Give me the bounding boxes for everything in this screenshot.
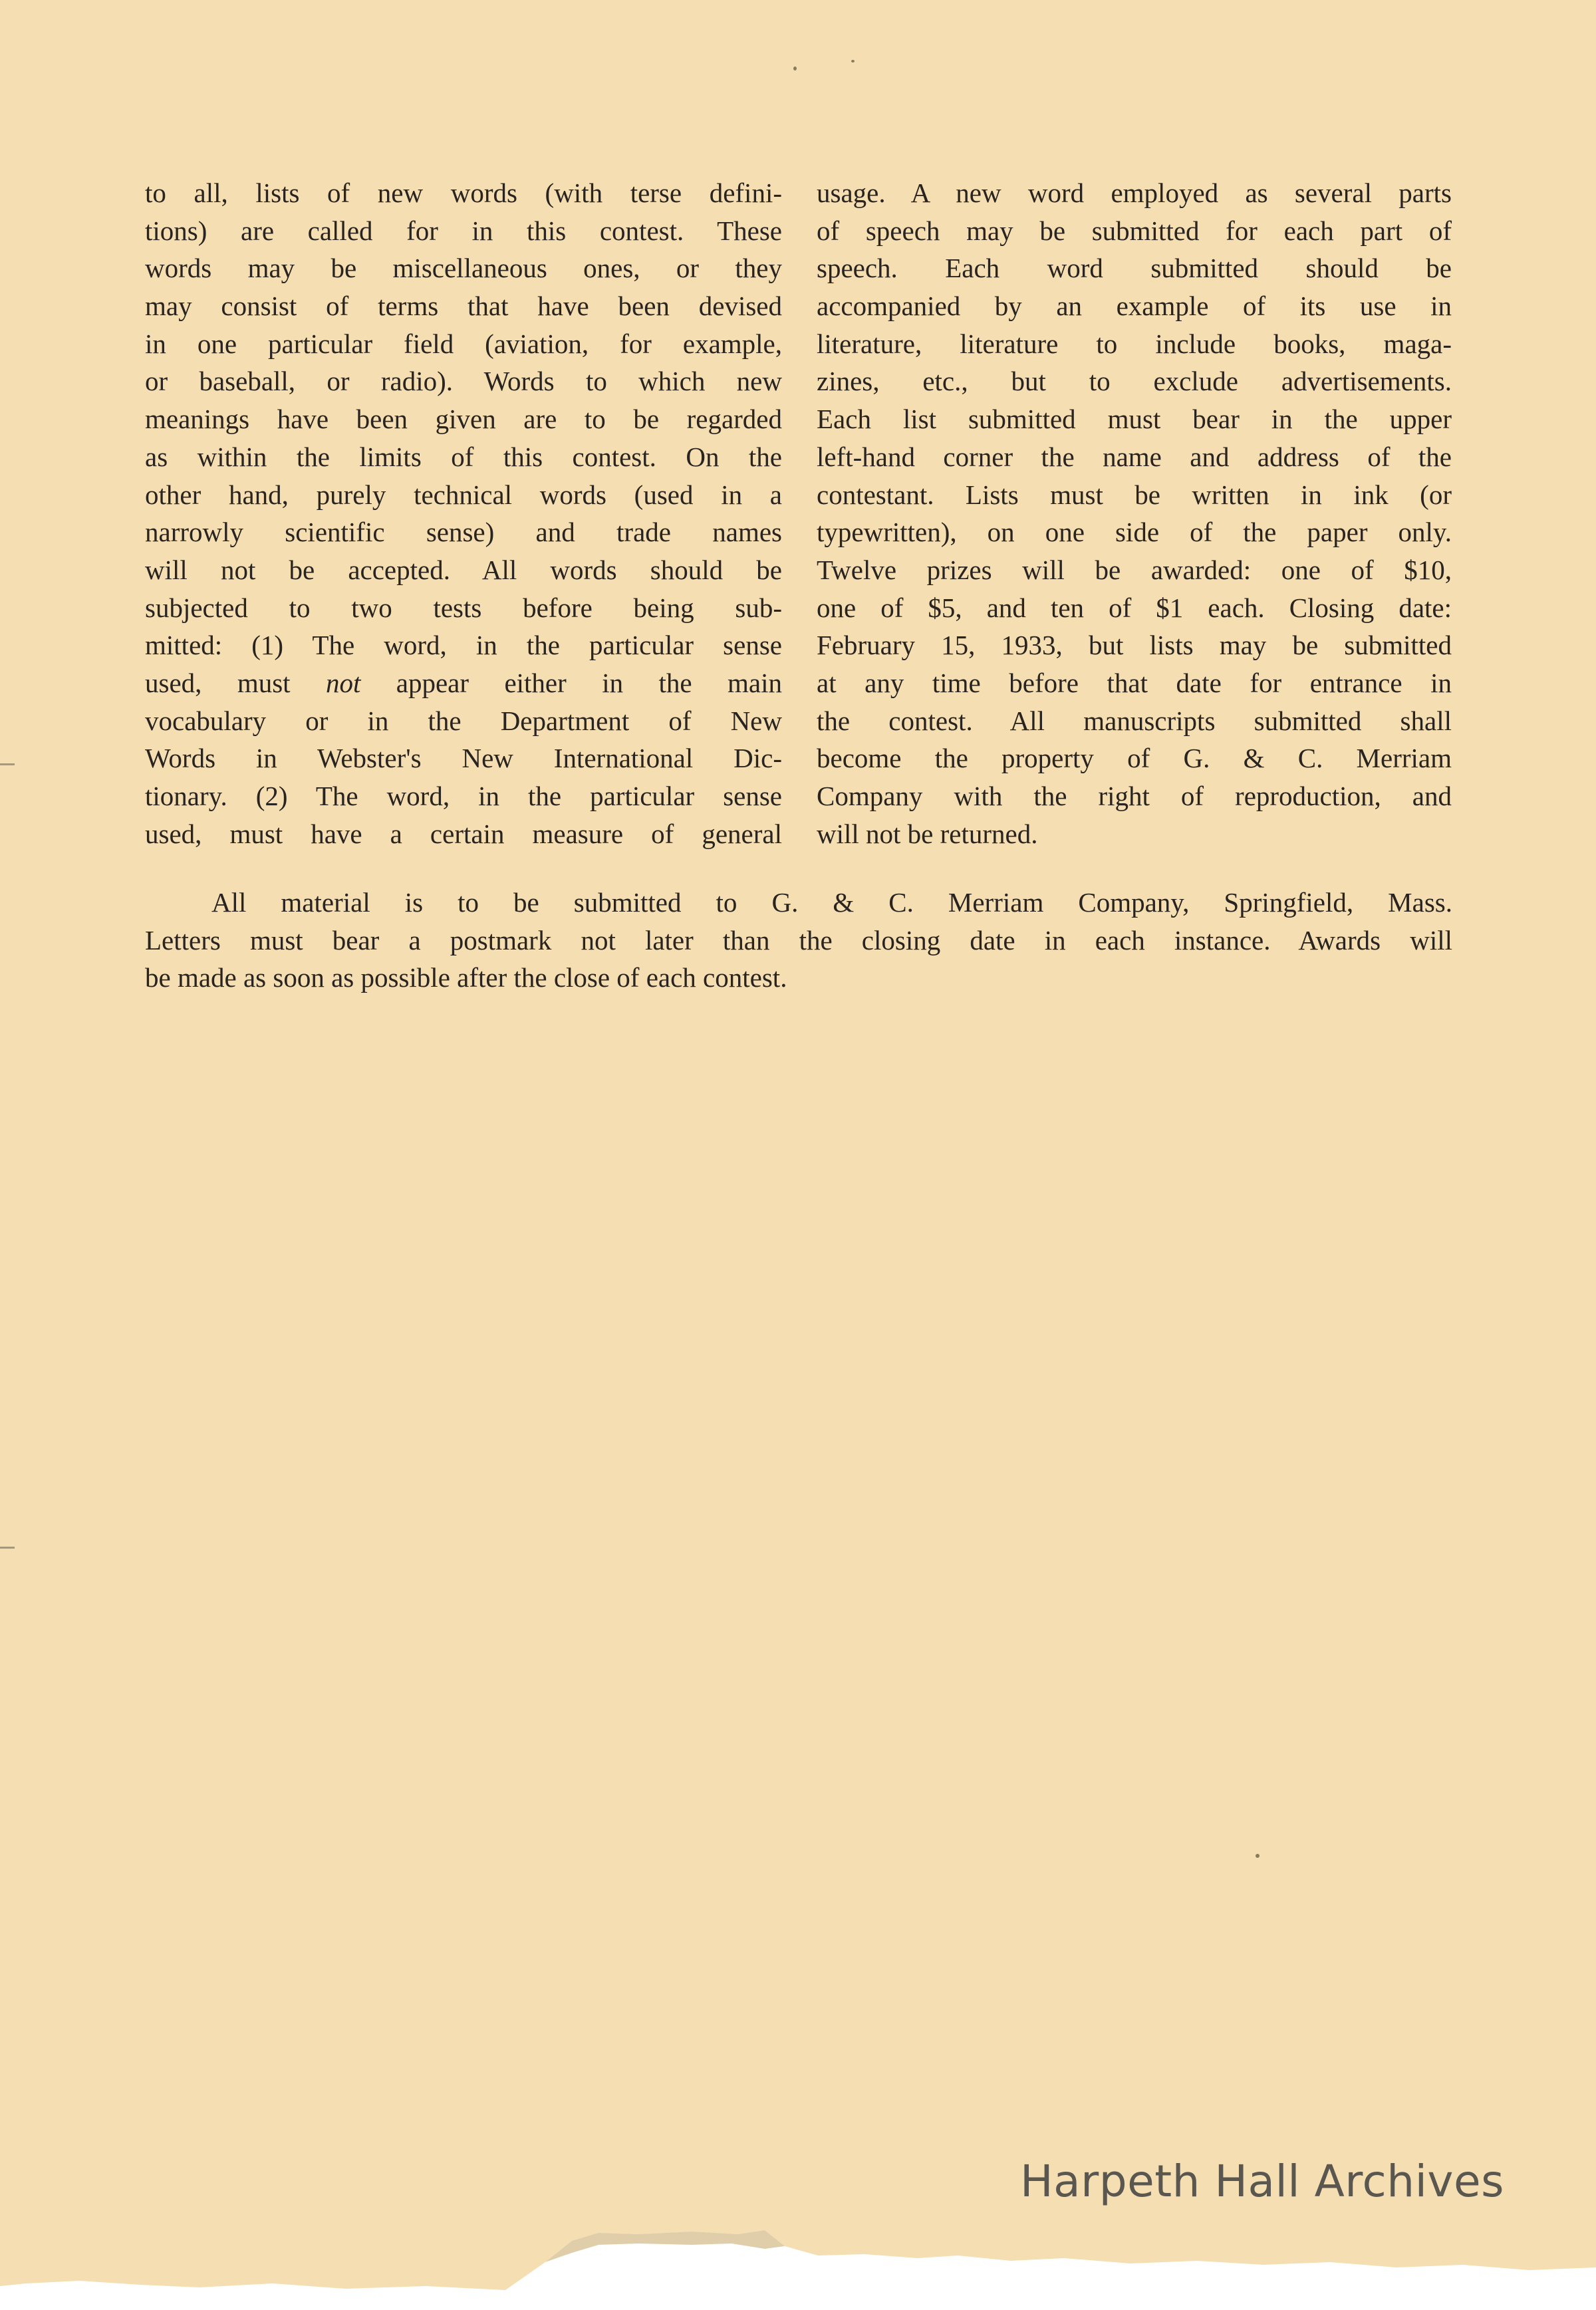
text-line: contestant. Lists must be written in ink (or — [817, 479, 1452, 510]
text-line: vocabulary or in the Department of New — [145, 705, 782, 736]
text-line: All material is to be submitted to G. & C. Merriam Company, Springfield, Mass. — [211, 887, 1452, 918]
text-line: literature, literature to include books, maga- — [817, 328, 1452, 359]
text-line: mitted: (1) The word, in the particular sense — [145, 630, 782, 661]
archive-watermark: Harpeth Hall Archives — [1020, 2156, 1504, 2207]
text-line: Words in Webster's New International Dic- — [145, 743, 782, 774]
text-line: at any time before that date for entrance in — [817, 667, 1452, 698]
text-line: narrowly scientific sense) and trade names — [145, 517, 782, 548]
paper-edge-mark — [0, 763, 15, 765]
text-line: or baseball, or radio). Words to which new — [145, 366, 782, 397]
text-line: become the property of G. & C. Merriam — [817, 743, 1452, 774]
paper-speck — [1256, 1854, 1260, 1858]
text-line: Company with the right of reproduction, and — [817, 781, 1452, 811]
closing-paragraph — [145, 884, 1452, 997]
text-line: left-hand corner the name and address of the — [817, 441, 1452, 472]
text-line: as within the limits of this contest. On the — [145, 441, 782, 472]
text-line: typewritten), on one side of the paper only. — [817, 517, 1452, 548]
text-line: zines, etc., but to exclude advertisements. — [817, 366, 1452, 397]
text-line: meanings have been given are to be regarded — [145, 404, 782, 435]
text-line: words may be miscellaneous ones, or they — [145, 253, 782, 284]
text-line: will not be accepted. All words should be — [145, 554, 782, 585]
left-text-column — [145, 174, 782, 852]
text-line: used, must have a certain measure of general — [145, 818, 782, 849]
text-line: of speech may be submitted for each part of — [817, 215, 1452, 246]
text-line: Twelve prizes will be awarded: one of $10, — [817, 554, 1452, 585]
text-line: Each list submitted must bear in the upper — [817, 404, 1452, 435]
text-line: may consist of terms that have been devised — [145, 291, 782, 322]
text-line: accompanied by an example of its use in — [817, 291, 1452, 322]
text-line: Letters must bear a postmark not later than the closing date in each instance. Awards will — [145, 924, 1452, 956]
text-line: tions) are called for in this contest. These — [145, 215, 782, 246]
text-line: subjected to two tests before being sub- — [145, 592, 782, 623]
text-line: in one particular field (aviation, for example, — [145, 328, 782, 359]
text-line: used, must not appear either in the main — [145, 667, 782, 698]
text-line: February 15, 1933, but lists may be submitted — [817, 630, 1452, 661]
text-line: one of $5, and ten of $1 each. Closing date: — [817, 592, 1452, 623]
text-line: the contest. All manuscripts submitted shall — [817, 705, 1452, 736]
paper-edge-mark — [0, 1547, 15, 1549]
text-line: to all, lists of new words (with terse defini- — [145, 178, 782, 208]
text-line: will not be returned. — [817, 818, 1038, 849]
right-text-column — [817, 174, 1452, 852]
text-line: be made as soon as possible after the close of each contest. — [145, 962, 787, 993]
torn-bottom-edge — [0, 2214, 1596, 2310]
text-line: usage. A new word employed as several parts — [817, 178, 1452, 208]
text-line: tionary. (2) The word, in the particular sense — [145, 781, 782, 811]
text-line: speech. Each word submitted should be — [817, 253, 1452, 284]
text-line: other hand, purely technical words (used in a — [145, 479, 782, 510]
paper-speck — [851, 60, 855, 63]
paper-speck — [793, 66, 797, 70]
